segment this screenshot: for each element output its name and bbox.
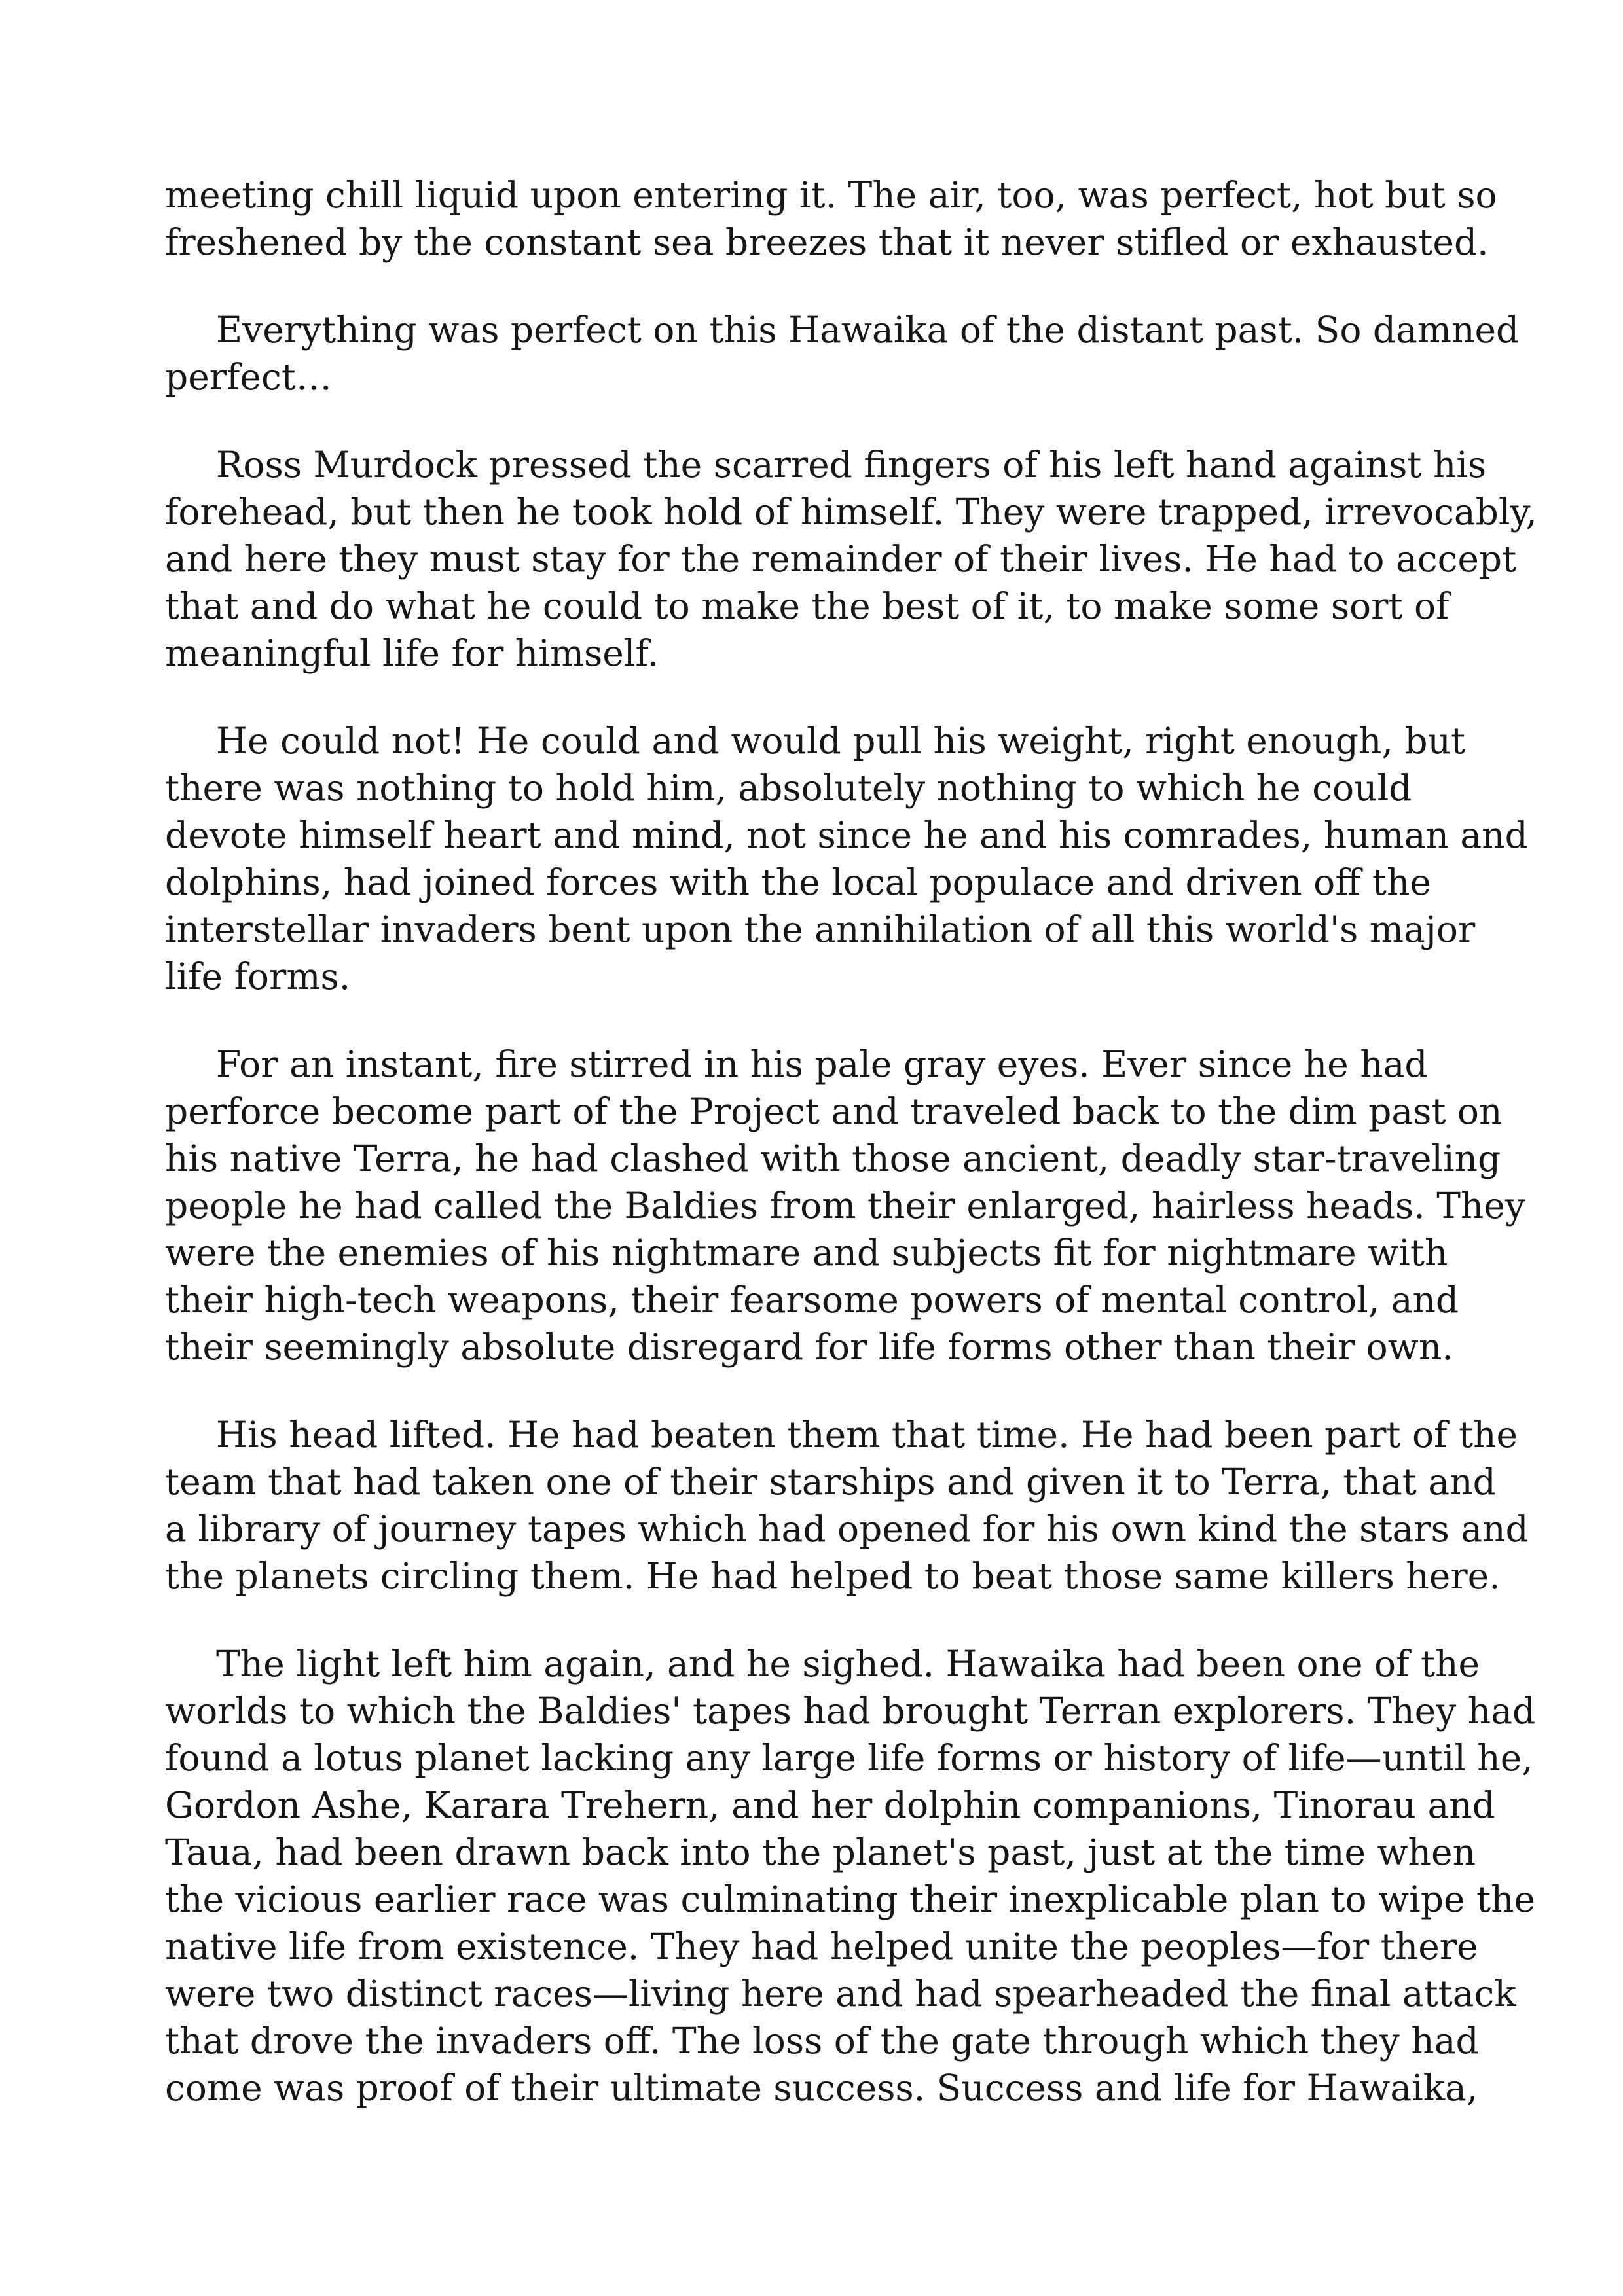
text-line: were the enemies of his nightmare and subjects fit for nightmare with bbox=[165, 1232, 1448, 1274]
paragraph bbox=[165, 171, 1497, 266]
text-line: For an instant, fire stirred in his pale gray eyes. Ever since he had bbox=[216, 1043, 1428, 1085]
text-line: there was nothing to hold him, absolutely nothing to which he could bbox=[165, 767, 1412, 809]
text-line: that and do what he could to make the best of it, to make some sort of bbox=[165, 585, 1450, 627]
text-line: forehead, but then he took hold of himself. They were trapped, irrevocably, bbox=[165, 491, 1537, 533]
text-line: interstellar invaders bent upon the annihilation of all this world's major bbox=[165, 908, 1476, 950]
text-line: perfect… bbox=[165, 356, 332, 398]
text-line: His head lifted. He had beaten them that time. He had been part of the bbox=[216, 1414, 1518, 1456]
book-page bbox=[165, 171, 1537, 2152]
text-line: were two distinct races—living here and had spearheaded the final attack bbox=[165, 1973, 1516, 2015]
text-line: freshened by the constant sea breezes that it never stifled or exhausted. bbox=[165, 221, 1489, 263]
text-line: native life from existence. They had helped unite the peoples—for there bbox=[165, 1926, 1478, 1967]
text-line: meaningful life for himself. bbox=[165, 632, 659, 674]
text-line: life forms. bbox=[165, 956, 351, 997]
text-line: devote himself heart and mind, not since he and his comrades, human and bbox=[165, 814, 1528, 856]
text-line: the vicious earlier race was culminating their inexplicable plan to wipe the bbox=[165, 1878, 1536, 1920]
text-line: that drove the invaders off. The loss of the gate through which they had bbox=[165, 2020, 1479, 2062]
text-line: Gordon Ashe, Karara Trehern, and her dolphin companions, Tinorau and bbox=[165, 1784, 1495, 1826]
text-line: Everything was perfect on this Hawaika of the distant past. So damned bbox=[216, 309, 1520, 351]
text-line: his native Terra, he had clashed with those ancient, deadly star-traveling bbox=[165, 1138, 1501, 1179]
text-line: their seemingly absolute disregard for life forms other than their own. bbox=[165, 1326, 1453, 1368]
text-line: meeting chill liquid upon entering it. The air, too, was perfect, hot but so bbox=[165, 174, 1497, 216]
text-line: The light left him again, and he sighed. Hawaika had been one of the bbox=[216, 1643, 1480, 1685]
text-line: their high-tech weapons, their fearsome powers of mental control, and bbox=[165, 1279, 1459, 1321]
text-line: dolphins, had joined forces with the local populace and driven off the bbox=[165, 861, 1431, 903]
paragraph bbox=[165, 441, 1537, 677]
text-line: people he had called the Baldies from their enlarged, hairless heads. They bbox=[165, 1185, 1525, 1227]
text-line: worlds to which the Baldies' tapes had brought Terran explorers. They had bbox=[165, 1690, 1536, 1732]
paragraph bbox=[165, 717, 1528, 1000]
text-line: He could not! He could and would pull his weight, right enough, but bbox=[216, 720, 1466, 762]
text-line: the planets circling them. He had helped to beat those same killers here. bbox=[165, 1555, 1501, 1597]
paragraph bbox=[165, 306, 1520, 401]
paragraph bbox=[165, 1640, 1536, 2111]
paragraph bbox=[165, 1041, 1525, 1371]
text-line: Taua, had been drawn back into the planet's past, just at the time when bbox=[165, 1831, 1476, 1873]
text-line: perforce become part of the Project and traveled back to the dim past on bbox=[165, 1090, 1503, 1132]
text-line: a library of journey tapes which had opened for his own kind the stars and bbox=[165, 1508, 1529, 1550]
text-line: found a lotus planet lacking any large life forms or history of life—until he, bbox=[165, 1737, 1533, 1779]
text-line: team that had taken one of their starships and given it to Terra, that and bbox=[165, 1461, 1496, 1503]
paragraph bbox=[165, 1411, 1529, 1600]
text-line: and here they must stay for the remainder of their lives. He had to accept bbox=[165, 538, 1517, 580]
text-line: come was proof of their ultimate success. Success and life for Hawaika, bbox=[165, 2067, 1478, 2109]
text-line: Ross Murdock pressed the scarred fingers of his left hand against his bbox=[216, 444, 1487, 486]
